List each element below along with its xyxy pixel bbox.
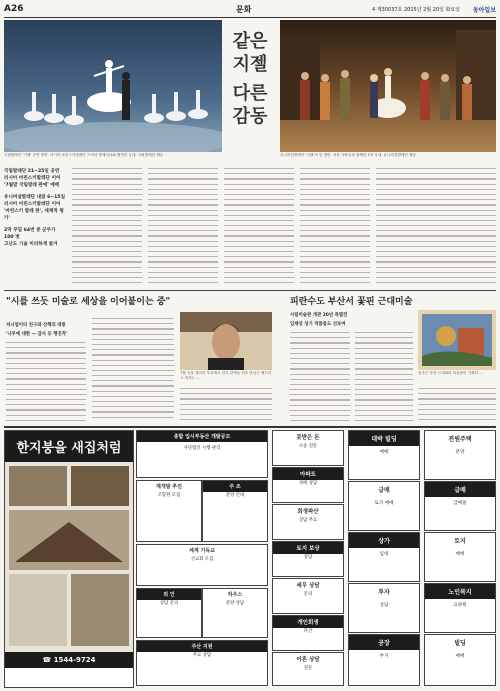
article-body-col-4: [300, 168, 370, 286]
ad-block[interactable]: 하우스 분양 상담: [202, 588, 268, 638]
artist-portrait: [180, 312, 272, 370]
ad-roofing-photos: [5, 462, 133, 652]
ballet-stage-image: [4, 20, 222, 152]
ad-roofing-phone: ☎ 1544-9724: [5, 652, 133, 668]
ad-block[interactable]: 급매 토지 매매: [348, 481, 420, 531]
article-body-col-1: [72, 168, 142, 286]
ad-column-5: [424, 430, 496, 686]
ad-block[interactable]: 개인회생 파산: [272, 615, 344, 651]
article-body-col-3: [224, 168, 294, 286]
headline-line: 같은: [232, 31, 268, 52]
ad-block[interactable]: 주산 지원 무료 상담: [136, 640, 268, 686]
ad-block[interactable]: 종합 입시부동산 개발공모 사단법인 시행·관리: [136, 430, 268, 478]
summary-line: 러시아 마린스키발레단 이어: [4, 176, 61, 181]
ad-block[interactable]: 세계 기독교 선교회 모집: [136, 544, 268, 586]
ad-block[interactable]: 회생파산 상담 무료: [272, 504, 344, 540]
article2-subtitle-2: '나무에 대한 — 감사 등 행진작': [6, 332, 68, 337]
headline-line: 지젤: [232, 54, 268, 75]
ad-block[interactable]: 대박 빌딩 매매: [348, 430, 420, 480]
ad-roofing[interactable]: [4, 430, 134, 688]
summary-line: 유니버설발레단 내달 6~15일: [4, 195, 66, 200]
ad-block[interactable]: 토지 보상 상담: [272, 541, 344, 577]
article-body-col-5: [376, 168, 496, 286]
article3-body-col-2: [355, 332, 413, 422]
ad-block[interactable]: 주 조 분양 안내: [202, 480, 268, 542]
ad-block[interactable]: 상가 임대: [348, 532, 420, 582]
page-header: [4, 3, 496, 18]
article3-title: 피란수도 부산서 꽃핀 근대미술: [290, 297, 413, 307]
feature-headline: [222, 30, 278, 150]
article3-body-col-1: [290, 332, 350, 422]
ad-column-4: [348, 430, 420, 686]
summary-line: 고난도 기술 미러하게 즐겨: [4, 242, 58, 247]
ad-block[interactable]: 세무 상담 문의: [272, 578, 344, 614]
ad-block[interactable]: 아파트 경매 상담: [272, 467, 344, 503]
artist-portrait-caption: 7월 서울 갤러리 우리에서 한국 관객들 처음 만나는 앤드리스 작가는 ...: [180, 371, 272, 380]
ad-block[interactable]: 이혼 상담 전문: [272, 652, 344, 686]
section-divider: [4, 290, 496, 291]
article3-sub-2: 임채상 성기 작품들도 선보여: [290, 322, 346, 327]
ads-divider: [4, 426, 496, 428]
ad-column-3: [272, 430, 344, 686]
summary-line: '마린스키 발레 판', 세계적 평가': [4, 209, 64, 221]
article2-subtitle: 저니엄이터 친구와 산책의 대통: [6, 323, 66, 328]
artist-portrait-image: [180, 312, 272, 370]
article2-body-col-3: [180, 388, 272, 422]
headline-line: 다른: [232, 83, 268, 104]
painting-image: [418, 310, 496, 370]
page-number: A26: [4, 4, 24, 14]
summary-line: '7월말 국립발레 판에' 예매: [4, 183, 60, 188]
ad-block[interactable]: 공장 부지: [348, 634, 420, 686]
ad-block[interactable]: 재개발 추진 조합원 모집: [136, 480, 202, 542]
article2-body-col-1: [6, 342, 86, 422]
summary-line: 러시아 마린스키발레단 이어: [4, 202, 61, 207]
ad-block[interactable]: 못받은 돈 소송 전문: [272, 430, 344, 466]
article3-sub-1: 사립미술관 개관 20년 특별전: [290, 313, 348, 318]
ad-roofing-banner: 한지붕을 새집처럼: [5, 431, 133, 462]
photo-right-caption: 유니버설발레단 '지젤'의 한 장면. 마을 사람들과 함께한 1막 무대. 유니버설발레단 제공: [280, 153, 417, 157]
article-body-col-2: [148, 168, 218, 286]
article2-title: "시를 쓰듯 미술로 세상을 이어붙이는 중": [6, 297, 171, 307]
painting-caption: 김준곤 부산 근대회화 미술관이 기획한 ...: [418, 371, 483, 375]
photo-left-caption: 국립발레단 '지젤' 공연 장면. 러시아 마린스키발레단 프리마 발레리나와 협연한 무대. 국립발레단 제공: [4, 153, 164, 157]
article3-body-col-3: [418, 388, 496, 422]
issue-date: 4 제30037호 2015년 2월 20일 화요일: [372, 7, 460, 13]
ad-block[interactable]: 외 인 상담 문의: [136, 588, 202, 638]
summary-line: 국립발레단 21~25일 공연: [4, 169, 60, 174]
ad-block[interactable]: 전원주택 분양: [424, 430, 496, 480]
headline-line: 감동: [232, 106, 268, 127]
ad-block[interactable]: 노인복지 요양원: [424, 583, 496, 633]
ballet-photo-left: [4, 20, 222, 152]
ad-column-mid: [136, 430, 268, 686]
painting-photo: [418, 310, 496, 370]
ad-block[interactable]: 빌딩 매매: [424, 634, 496, 686]
section-title: 문화: [236, 5, 252, 14]
ballet-village-image: [280, 20, 496, 152]
summary-box: [4, 168, 66, 288]
ad-block[interactable]: 투자 상담: [348, 583, 420, 633]
ad-block[interactable]: 토지 매매: [424, 532, 496, 582]
ballet-photo-right: [280, 20, 496, 152]
summary-line: 2막 무덤 64번 중 군무가 100 벗: [4, 228, 56, 240]
article2-body-col-2: [92, 318, 174, 422]
ad-block[interactable]: 급매 급매물: [424, 481, 496, 531]
ad-roofing-images: [5, 462, 133, 652]
newspaper-logo: 동아일보: [472, 7, 496, 14]
